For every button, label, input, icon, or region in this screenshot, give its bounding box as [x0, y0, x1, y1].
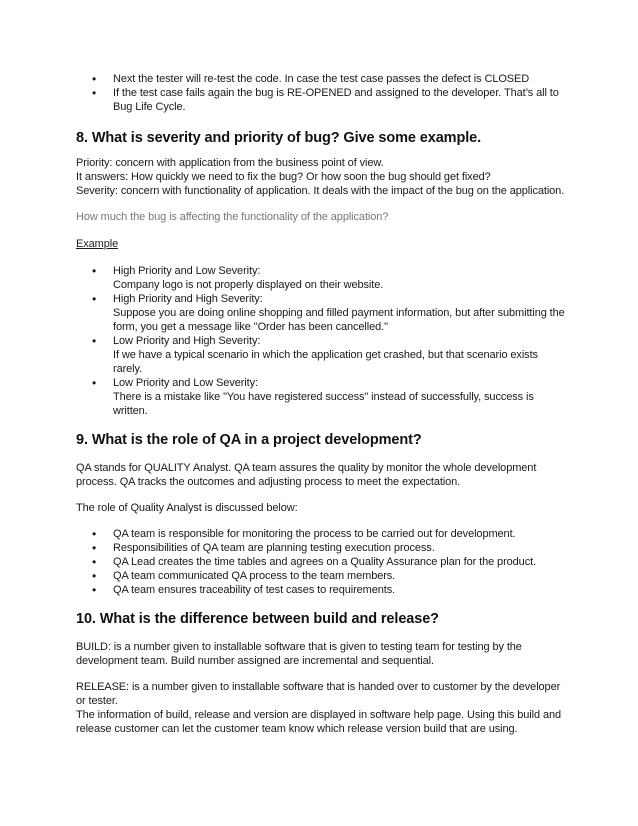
- example-text: Company logo is not properly displayed on their website.: [113, 279, 384, 291]
- section-10-heading: 10. What is the difference between build and release?: [76, 611, 439, 627]
- example-title: • High Priority and Low Severity:: [113, 265, 261, 277]
- list-item: [76, 334, 566, 376]
- example-text: If we have a typical scenario in which the application get crashed, but that scenario exists rarely.: [113, 349, 538, 375]
- list-item: • If the test case fails again the bug is RE-OPENED and assigned to the developer. That’s all to Bug Life Cycle.: [76, 86, 566, 114]
- page-content: [76, 72, 566, 736]
- intro-bullet-list: [76, 72, 566, 114]
- qa-role-list: [76, 527, 566, 597]
- example-title: • Low Priority and High Severity:: [113, 335, 261, 347]
- list-item: • QA team is responsible for monitoring the process to be carried out for development.: [76, 527, 566, 541]
- example-title: • Low Priority and Low Severity:: [113, 377, 258, 389]
- example-text: Suppose you are doing online shopping and filled payment information, but after submitting the form, you get a message like "Order has been cancelled.": [113, 307, 565, 333]
- list-item: [76, 376, 566, 418]
- list-item: • Responsibilities of QA team are planning testing execution process.: [76, 541, 566, 555]
- severity-note: How much the bug is affecting the functionality of the application?: [76, 211, 389, 223]
- priority-line: Priority: concern with application from the business point of view.: [76, 157, 384, 169]
- severity-line: Severity: concern with functionality of application. It deals with the impact of the bug on the application.: [76, 185, 565, 197]
- example-text: There is a mistake like "You have registered success" instead of successfully, success is written.: [113, 391, 534, 417]
- list-item: • QA team ensures traceability of test cases to requirements.: [76, 583, 566, 597]
- list-item: • QA team communicated QA process to the team members.: [76, 569, 566, 583]
- section-9-heading: 9. What is the role of QA in a project development?: [76, 432, 422, 448]
- qa-paragraph: QA stands for QUALITY Analyst. QA team assures the quality by monitor the whole development process. QA tracks the outcomes and adjusting process to meet the expectation.: [76, 462, 537, 488]
- priority-definitions: [76, 156, 566, 198]
- release-definition: RELEASE: is a number given to installable software that is handed over to customer by the developer or tester.: [76, 681, 561, 707]
- list-item: • Next the tester will re-test the code. In case the test case passes the defect is CLOSED: [76, 72, 566, 86]
- qa-role-intro: The role of Quality Analyst is discussed below:: [76, 502, 298, 514]
- answers-line: It answers: How quickly we need to fix the bug? Or how soon the bug should get fixed?: [76, 171, 491, 183]
- example-title: • High Priority and High Severity:: [113, 293, 263, 305]
- example-label: Example: [76, 238, 119, 250]
- list-item: [76, 292, 566, 334]
- build-definition: BUILD: is a number given to installable software that is given to testing team for testing by the development team. Build number assigned are incremental and sequential.: [76, 641, 522, 667]
- section-8-heading: 8. What is severity and priority of bug? Give some example.: [76, 130, 482, 146]
- list-item: [76, 264, 566, 292]
- version-info: The information of build, release and version are displayed in software help page. Using this build and release customer can let the customer team know which release version build that are using.: [76, 709, 561, 735]
- example-list: [76, 264, 566, 418]
- list-item: • QA Lead creates the time tables and agrees on a Quality Assurance plan for the product.: [76, 555, 566, 569]
